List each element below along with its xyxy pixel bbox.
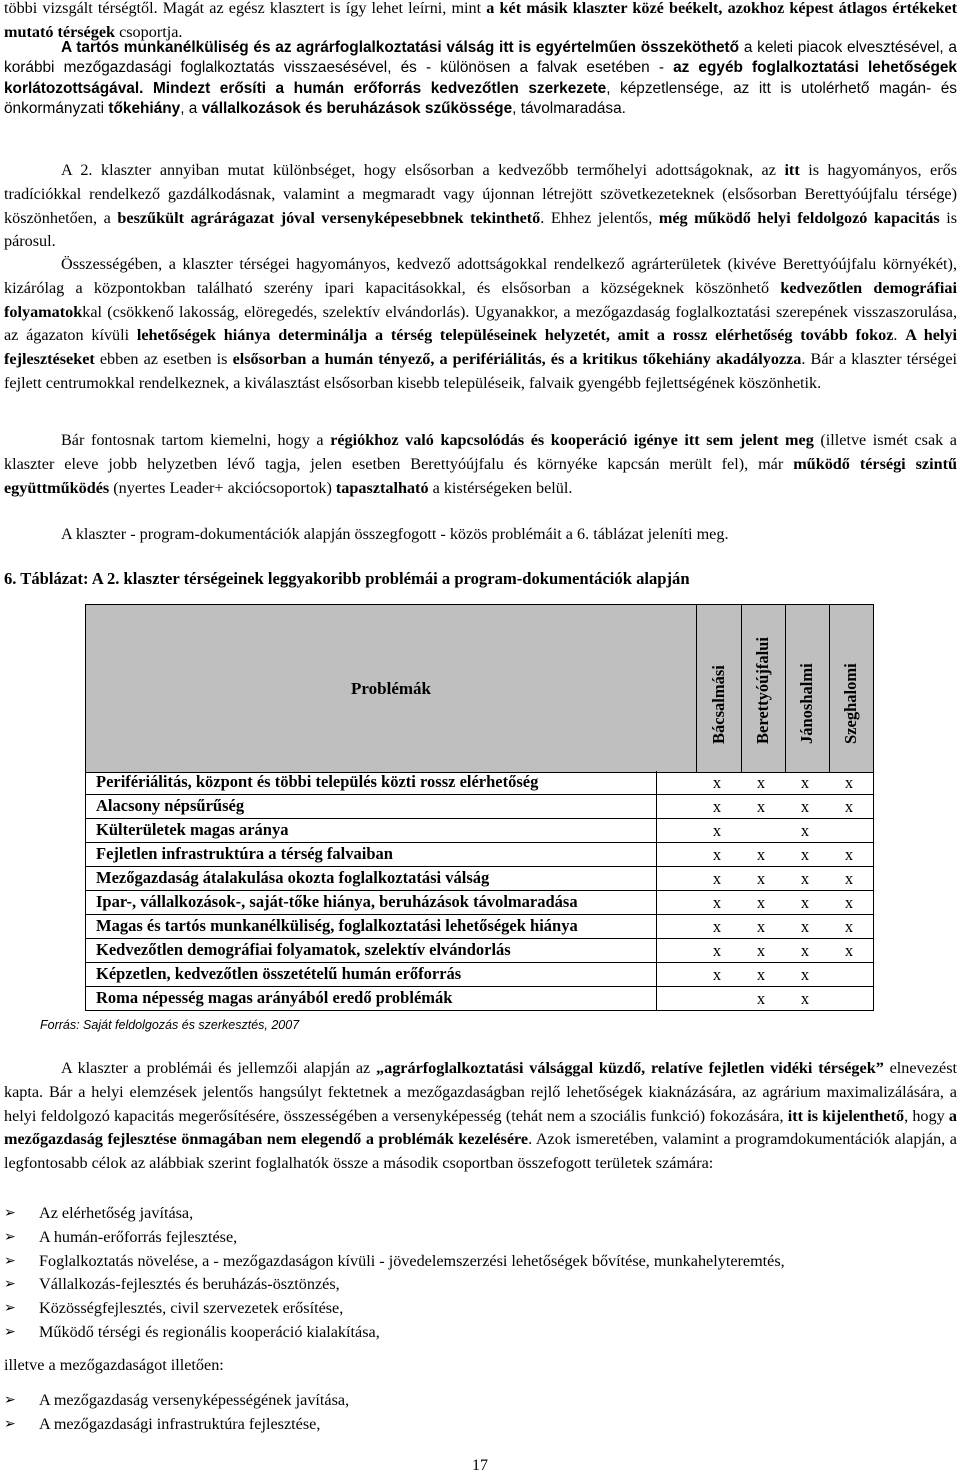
text-run: többi vizsgált térségtől. Magát az egész klasztert is így lehet leírni, mint xyxy=(4,0,487,17)
list-item xyxy=(4,1413,957,1437)
header-col-janoshalmi xyxy=(785,605,830,772)
paragraph-long-term-unemployment xyxy=(4,38,957,119)
bold-run: elsősorban a humán tényező, a perifériálitás, és a kritikus tőkehiány akadályozza xyxy=(232,350,802,369)
text-run: , képzetlensége, az itt is utolérhető magán- és önkormányzati xyxy=(4,79,957,117)
bold-run: tapasztalható xyxy=(335,478,429,497)
text-run: kal (csökkenő lakosság, elöregedés, szelektív elvándorlás). Ugyanakkor, a mezőgazdaság foglalkoztatási szerepének visszaszorulása, az ágazaton kívüli xyxy=(4,302,957,345)
row-label: Magas és tartós munkanélküliség, foglalkoztatási lehetőségek hiánya xyxy=(96,916,578,935)
header-col-label: Berettyóújfalui xyxy=(753,637,772,744)
text-run: a kistérségeken belül. xyxy=(428,478,573,497)
row-mark-cell: x xyxy=(800,797,810,816)
row-mark-cell: x xyxy=(712,965,722,984)
row-label-cell xyxy=(86,819,657,842)
table-row xyxy=(85,939,874,963)
table-caption: 6. Táblázat: A 2. klaszter térségeinek leggyakoribb problémái a program-dokumentációk alapján xyxy=(4,569,690,588)
row-mark-cell: x xyxy=(712,821,722,840)
row-mark-cell: x xyxy=(712,869,722,888)
row-mark-cell: x xyxy=(844,845,854,864)
row-label-cell xyxy=(86,963,657,986)
row-mark-cell: x xyxy=(712,845,722,864)
text-run: , távolmaradása. xyxy=(512,99,626,117)
text-run: . xyxy=(893,326,906,345)
row-label-cell xyxy=(86,915,657,938)
bold-run: működő térségi szintű együttműködés xyxy=(4,454,957,497)
row-label: Roma népesség magas arányából eredő problémák xyxy=(96,988,453,1007)
row-mark-cell: x xyxy=(800,917,810,936)
arrowhead-bullet-icon: ➢ xyxy=(4,1252,16,1269)
text-run: Bár fontosnak tartom kiemelni, hogy a xyxy=(61,431,331,449)
row-mark-cell: x xyxy=(800,773,810,792)
row-mark-cell: x xyxy=(756,869,766,888)
row-mark-cell: x xyxy=(756,797,766,816)
header-problems: Problémák xyxy=(86,605,697,772)
row-label: Ipar-, vállalkozások-, saját-tőke hiánya, beruházások távolmaradása xyxy=(96,892,578,911)
text-run: . Ehhez jelentős, xyxy=(540,208,659,227)
bold-run: vállalkozások és beruházások szűkössége xyxy=(201,99,513,117)
header-col-szeghalomi xyxy=(829,605,873,772)
arrowhead-bullet-icon: ➢ xyxy=(4,1228,16,1245)
bold-run: Mindezt erősíti a humán erőforrás kedvezőtlen szerkezete xyxy=(152,79,607,97)
bold-run: régiókhoz való kapcsolódás és kooperáció igénye itt sem jelent meg xyxy=(330,431,814,449)
text-run: A klaszter a problémái és jellemzői alapján az xyxy=(61,1059,377,1077)
bold-run: itt is kijelenthető xyxy=(787,1106,905,1125)
list-item-text: A mezőgazdaság versenyképességének javítása, xyxy=(39,1391,350,1409)
arrowhead-bullet-icon: ➢ xyxy=(4,1415,16,1432)
text-run xyxy=(143,80,153,97)
paragraph-cluster-2 xyxy=(4,159,957,254)
text-run: ebben az esetben is xyxy=(94,350,233,369)
list-item-text: A humán-erőforrás fejlesztése, xyxy=(39,1227,238,1246)
bold-run: kedvezőtlen demográfiai folyamatok xyxy=(4,278,957,321)
row-label: Perifériálitás, központ és többi település közti rossz elérhetőség xyxy=(96,772,539,791)
list-item xyxy=(4,1273,957,1297)
bold-run: tőkehiány xyxy=(108,99,181,117)
row-mark-cell: x xyxy=(844,797,854,816)
row-label-cell xyxy=(86,939,657,962)
row-mark-cell xyxy=(739,819,783,842)
text-run: . Azok ismeretében, valamint a programdokumentációk alapján, a legfontosabb célok az alábbiak szerint foglalhatók össze a második csoportban összefogott területek számára: xyxy=(4,1130,957,1173)
row-label: Külterületek magas aránya xyxy=(96,820,289,839)
row-mark-cell: x xyxy=(756,917,766,936)
row-mark-cell xyxy=(827,987,871,1010)
row-mark-cell: x xyxy=(844,893,854,912)
paragraph-conclusion xyxy=(4,1057,957,1176)
row-label: Mezőgazdaság átalakulása okozta foglalkoztatási válság xyxy=(96,868,490,887)
row-mark-cell: x xyxy=(800,821,810,840)
page-number: 17 xyxy=(472,1457,488,1474)
header-col-bacsalmasi xyxy=(697,605,742,772)
row-label-cell xyxy=(86,987,657,1010)
arrowhead-bullet-icon: ➢ xyxy=(4,1205,16,1221)
text-run: A 2. klaszter annyiban mutat különbséget, hogy elsősorban a kedvezőbb termőhelyi adottságoknak, az xyxy=(61,161,785,179)
text-run: is hagyományos, erős tradíciókkal rendelkező gazdálkodásnak, valamint a megmaradt vagy újonnan létrejött szövetkezeteknek (elsősorban Berettyóújfalu térsége) köszönhetően, a xyxy=(4,161,958,227)
header-col-label: Szeghalomi xyxy=(841,663,860,744)
bold-run: lehetőségek hiánya determinálja a térség településeinek helyzetét, amit a rossz elérhetőség tovább fokoz xyxy=(136,326,894,345)
list-item-text: Az elérhetőség javítása, xyxy=(39,1204,194,1222)
agriculture-goals-list xyxy=(4,1389,957,1437)
arrowhead-bullet-icon: ➢ xyxy=(4,1323,16,1340)
table-row xyxy=(85,843,874,867)
text-run: (illetve ismét csak a klaszter eleve jobb helyzetben lévő tagja, jelen esetben Berettyóújfalu és környéke kapcsán merült fel), már xyxy=(4,431,957,473)
list-item xyxy=(4,1321,957,1345)
row-mark-cell: x xyxy=(712,893,722,912)
table-row xyxy=(85,891,874,915)
paragraph-table-intro: A klaszter - program-dokumentációk alapján összegfogott - közös problémáit a 6. táblázat jeleníti meg. xyxy=(61,525,729,543)
row-mark-cell xyxy=(827,963,871,986)
bold-run: itt xyxy=(784,161,800,179)
arrowhead-bullet-icon: ➢ xyxy=(4,1276,16,1293)
row-label: Alacsony népsűrűség xyxy=(96,796,245,815)
bold-run: A helyi fejlesztéseket xyxy=(4,326,958,369)
bold-run: a mezőgazdaság fejlesztése önmagában nem elegendő a problémák kezelésére xyxy=(4,1106,958,1149)
row-label-cell xyxy=(86,771,657,794)
row-label: Fejletlen infrastruktúra a térség falvaiban xyxy=(96,844,393,863)
text-run: Összességében, a klaszter térségei hagyományos, kedvező adottságokkal rendelkező agrárterületek (kivéve Berettyóújfalu környékét), kizárólag a központokban található szerény ipari kapacitásokkal, és elsősorban a községeknek köszönhető xyxy=(4,255,957,297)
goals-list xyxy=(4,1202,957,1345)
row-mark-cell xyxy=(695,987,739,1010)
row-mark-cell: x xyxy=(800,869,810,888)
list-item xyxy=(4,1250,957,1274)
header-col-label: Bácsalmási xyxy=(709,665,728,744)
row-mark-cell: x xyxy=(800,989,810,1008)
table-source: Forrás: Saját feldolgozás és szerkesztés, 2007 xyxy=(40,1018,300,1032)
row-mark-cell: x xyxy=(756,965,766,984)
row-mark-cell: x xyxy=(800,893,810,912)
table-row xyxy=(85,795,874,819)
text-run: csoportja. xyxy=(115,22,183,41)
list-item xyxy=(4,1389,957,1413)
list-item-text: Közösségfejlesztés, civil szervezetek erősítése, xyxy=(39,1299,344,1318)
row-label-cell xyxy=(86,795,657,818)
table-row xyxy=(85,771,874,795)
arrowhead-bullet-icon: ➢ xyxy=(4,1300,16,1317)
table-row xyxy=(85,867,874,891)
list-item xyxy=(4,1226,957,1250)
row-mark-cell xyxy=(827,819,871,842)
row-label-cell xyxy=(86,891,657,914)
bold-run: még működő helyi feldolgozó kapacitás xyxy=(658,208,940,227)
table-header xyxy=(85,604,874,773)
row-label-cell xyxy=(86,843,657,866)
row-mark-cell: x xyxy=(800,965,810,984)
row-mark-cell: x xyxy=(756,893,766,912)
table-row xyxy=(85,819,874,843)
list-item-text: Vállalkozás-fejlesztés és beruházás-ösztönzés, xyxy=(39,1275,340,1294)
row-label: Képzetlen, kedvezőtlen összetételű humán erőforrás xyxy=(96,964,462,983)
row-label: Kedvezőtlen demográfiai folyamatok, szelektív elvándorlás xyxy=(96,940,511,959)
bold-run: az egyéb foglalkoztatási lehetőségek korlátozottságával. xyxy=(4,59,957,97)
bold-run: beszűkült agrárágazat jóval versenyképesebbnek tekinthető xyxy=(117,208,541,227)
table-row xyxy=(85,915,874,939)
row-label-cell xyxy=(86,867,657,890)
bold-run: A tartós munkanélküliség és az agrárfoglalkoztatási válság itt is egyértelműen összeköthető xyxy=(61,39,740,56)
problems-table xyxy=(85,604,874,1018)
bold-run: a két másik klaszter közé beékelt, azokhoz képest átlagos értékeket mutató térségek xyxy=(4,0,957,41)
row-mark-cell: x xyxy=(756,773,766,792)
text-run: is párosul. xyxy=(4,208,958,251)
row-mark-cell: x xyxy=(712,797,722,816)
list-item xyxy=(4,1202,957,1226)
row-mark-cell: x xyxy=(712,941,722,960)
list-item-text: Működő térségi és regionális kooperáció kialakítása, xyxy=(39,1322,380,1341)
paragraph-agriculture: illetve a mezőgazdaságot illetően: xyxy=(4,1356,224,1374)
header-col-berettyoujfalui xyxy=(741,605,786,772)
row-mark-cell: x xyxy=(756,845,766,864)
row-mark-cell: x xyxy=(800,941,810,960)
row-mark-cell: x xyxy=(844,941,854,960)
table-row xyxy=(85,987,874,1011)
row-mark-cell: x xyxy=(756,941,766,960)
text-run: , a xyxy=(180,99,202,117)
row-mark-cell: x xyxy=(756,989,766,1008)
header-col-label: Jánoshalmi xyxy=(797,663,816,744)
row-mark-cell: x xyxy=(844,869,854,888)
paragraph-cooperation xyxy=(4,429,957,500)
row-mark-cell: x xyxy=(844,773,854,792)
paragraph-summary xyxy=(4,253,957,396)
bold-run: „agrárfoglalkoztatási válsággal küzdő, relatíve fejletlen vidéki térségek” xyxy=(376,1059,884,1077)
list-item-text: A mezőgazdasági infrastruktúra fejlesztése, xyxy=(39,1414,321,1433)
list-item-text: Foglalkoztatás növelése, a - mezőgazdaságon kívüli - jövedelemszerzési lehetőségek bővítése, munkahelyteremtés, xyxy=(39,1251,785,1270)
row-mark-cell: x xyxy=(844,917,854,936)
row-mark-cell: x xyxy=(712,917,722,936)
text-run: (nyertes Leader+ akciócsoportok) xyxy=(109,478,336,497)
arrowhead-bullet-icon: ➢ xyxy=(4,1392,16,1408)
list-item xyxy=(4,1297,957,1321)
text-run: a keleti piacok elvesztésével, a korábbi mezőgazdasági foglalkoztatás visszaesésével, és - különösen a falvak esetében - xyxy=(4,39,957,77)
row-mark-cell: x xyxy=(712,773,722,792)
text-run: . Bár a klaszter térségei fejlett centrumokkal rendelkeznek, a kiválasztást elsősorban kisebb településeik, falvaik gyengébb fejlettségének köszönhetik. xyxy=(4,350,958,392)
text-run: , hogy xyxy=(904,1106,949,1125)
row-mark-cell: x xyxy=(800,845,810,864)
table-row xyxy=(85,963,874,987)
text-run: elnevezést kapta. Bár a helyi elemzések jelentős hangsúlyt fektetnek a mezőgazdaságban rejlő lehetőségek kiaknázására, az agrárium maximalizálására, a helyi feldolgozó kapacitás megerősítésére, összességében a versenyképesség (tehát nem a szociális funkció) fokozására, xyxy=(4,1059,957,1125)
